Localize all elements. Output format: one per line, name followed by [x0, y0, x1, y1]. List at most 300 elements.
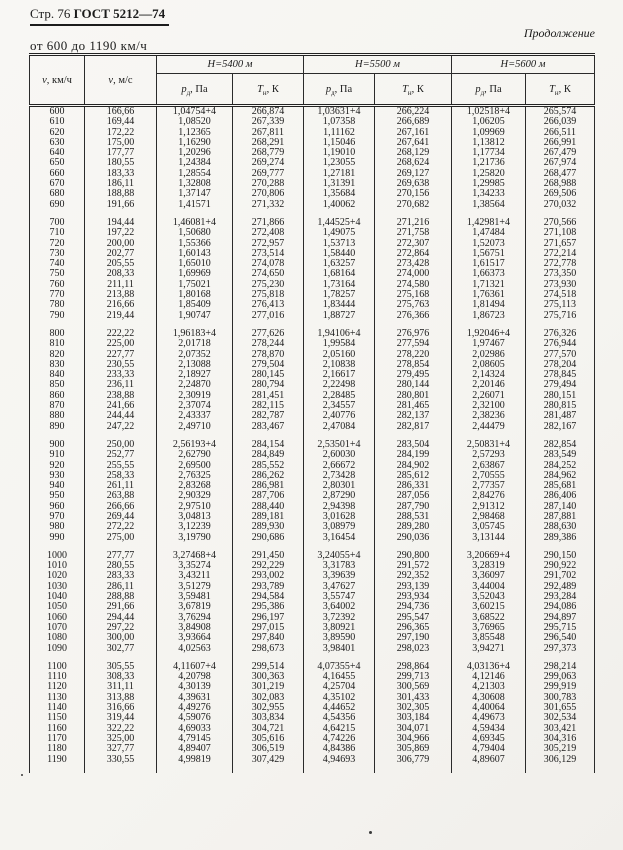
cell-p-5600: 1,56751 [452, 249, 526, 259]
cell-v-ms: 225,00 [85, 339, 157, 349]
cell-t-5500: 276,976 [375, 329, 452, 339]
cell-p-5400: 3,43211 [157, 571, 233, 581]
data-table [29, 53, 595, 773]
block-gap-cell [85, 765, 157, 773]
cell-t-5500: 278,854 [375, 360, 452, 370]
cell-t-5600: 297,373 [526, 644, 595, 654]
cell-t-5600: 271,108 [526, 228, 595, 238]
cell-p-5500: 3,39639 [304, 571, 375, 581]
cell-v-ms: 194,44 [85, 218, 157, 228]
cell-t-5500: 286,331 [375, 481, 452, 491]
cell-p-5500: 2,22498 [304, 380, 375, 390]
cell-t-5600: 296,540 [526, 633, 595, 643]
cell-t-5400: 280,794 [233, 380, 304, 390]
cell-t-5600: 271,657 [526, 239, 595, 249]
cell-p-5600: 3,76965 [452, 623, 526, 633]
cell-t-5600: 291,702 [526, 571, 595, 581]
cell-v-kmh: 930 [49, 469, 65, 481]
cell-p-5600: 2,26071 [452, 391, 526, 401]
cell-t-5500: 267,161 [375, 128, 452, 138]
cell-t-5400: 281,451 [233, 391, 304, 401]
cell-p-5400: 4,11607+4 [157, 662, 233, 672]
cell-v-ms: 261,11 [85, 481, 157, 491]
cell-p-5600: 1,34233 [452, 189, 526, 199]
cell-p-5600: 1,61517 [452, 259, 526, 269]
cell-p-5500: 1,07358 [304, 117, 375, 127]
cell-t-5400: 270,288 [233, 179, 304, 189]
cell-t-5400: 271,332 [233, 200, 304, 210]
cell-p-5500: 1,63257 [304, 259, 375, 269]
cell-p-5400: 2,01718 [157, 339, 233, 349]
cell-p-5600: 4,03136+4 [452, 662, 526, 672]
cell-t-5400: 289,930 [233, 522, 304, 532]
cell-v-kmh: 940 [49, 480, 65, 492]
cell-p-5600: 2,98468 [452, 512, 526, 522]
cell-t-5400: 277,626 [233, 329, 304, 339]
cell-p-5400: 1,75021 [157, 280, 233, 290]
cell-t-5500: 272,864 [375, 249, 452, 259]
cell-v-ms: 177,77 [85, 148, 157, 158]
cell-v-kmh: 680 [49, 188, 65, 200]
cell-v-kmh: 950 [49, 490, 65, 502]
cell-p-5600: 2,38236 [452, 411, 526, 421]
cell-v-ms: 247,22 [85, 422, 157, 432]
cell-t-5500: 271,758 [375, 228, 452, 238]
cell-v-ms: 230,55 [85, 360, 157, 370]
cell-t-5400: 269,777 [233, 169, 304, 179]
cell-v-ms: 275,00 [85, 533, 157, 543]
cell-p-5400: 3,93664 [157, 633, 233, 643]
cell-v-kmh: 600 [49, 106, 65, 117]
cell-t-5500: 270,682 [375, 200, 452, 210]
cell-t-5400: 286,981 [233, 481, 304, 491]
cell-p-5400: 3,67819 [157, 602, 233, 612]
group-header-h5600: Н=5600 м [452, 55, 595, 74]
cell-t-5400: 293,002 [233, 571, 304, 581]
cell-p-5600: 3,44004 [452, 582, 526, 592]
cell-v-kmh: 1000 [47, 549, 67, 561]
cell-v-ms: 250,00 [85, 440, 157, 450]
cell-v-ms: 286,11 [85, 582, 157, 592]
cell-t-5400: 275,230 [233, 280, 304, 290]
cell-v-kmh: 650 [49, 157, 65, 169]
cell-v-ms: 191,66 [85, 200, 157, 210]
cell-t-5400: 278,244 [233, 339, 304, 349]
cell-v-ms: 280,55 [85, 561, 157, 571]
cell-v-ms: 188,88 [85, 189, 157, 199]
cell-t-5600: 283,549 [526, 450, 595, 460]
cell-p-5400: 1,96183+4 [157, 329, 233, 339]
cell-t-5400: 285,552 [233, 461, 304, 471]
cell-p-5500: 4,07355+4 [304, 662, 375, 672]
cell-t-5400: 273,514 [233, 249, 304, 259]
cell-t-5600: 287,881 [526, 512, 595, 522]
cell-t-5600: 294,086 [526, 602, 595, 612]
cell-t-5600: 267,974 [526, 158, 595, 168]
cell-v-kmh: 1080 [47, 632, 67, 644]
cell-v-kmh: 980 [49, 521, 65, 533]
cell-p-5400: 4,39631 [157, 693, 233, 703]
cell-v-kmh: 790 [49, 309, 65, 321]
cell-v-kmh: 720 [49, 237, 65, 249]
cell-p-5400: 2,30919 [157, 391, 233, 401]
col-header-t-5400: $Т_н$, К [233, 74, 304, 106]
cell-t-5600: 270,032 [526, 200, 595, 210]
cell-p-5400: 3,27468+4 [157, 551, 233, 561]
cell-t-5400: 290,686 [233, 533, 304, 543]
cell-t-5600: 301,655 [526, 703, 595, 713]
cell-p-5500: 1,83444 [304, 300, 375, 310]
cell-p-5500: 2,94398 [304, 502, 375, 512]
cell-p-5500: 4,84386 [304, 744, 375, 754]
cell-p-5400: 2,83268 [157, 481, 233, 491]
cell-v-kmh: 690 [49, 198, 65, 210]
cell-v-ms: 222,22 [85, 329, 157, 339]
cell-t-5400: 292,229 [233, 561, 304, 571]
cell-t-5400: 268,291 [233, 138, 304, 148]
cell-t-5600: 282,854 [526, 440, 595, 450]
cell-v-kmh: 960 [49, 500, 65, 512]
cell-t-5500: 266,689 [375, 117, 452, 127]
cell-t-5500: 298,023 [375, 644, 452, 654]
cell-p-5600: 4,40064 [452, 703, 526, 713]
cell-t-5500: 266,224 [375, 106, 452, 118]
cell-v-kmh: 1070 [47, 621, 67, 633]
cell-t-5600: 266,991 [526, 138, 595, 148]
cell-t-5600: 299,063 [526, 672, 595, 682]
group-header-h5500: Н=5500 м [304, 55, 452, 74]
cell-t-5600: 273,350 [526, 269, 595, 279]
cell-t-5500: 276,366 [375, 311, 452, 321]
cell-p-5600: 1,66373 [452, 269, 526, 279]
cell-t-5600: 278,204 [526, 360, 595, 370]
cell-p-5400: 1,69969 [157, 269, 233, 279]
cell-t-5400: 293,789 [233, 582, 304, 592]
col-header-p-5400: $р_д$, Па [157, 74, 233, 106]
cell-p-5600: 1,21736 [452, 158, 526, 168]
cell-t-5400: 272,408 [233, 228, 304, 238]
cell-t-5600: 275,716 [526, 311, 595, 321]
cell-t-5400: 272,957 [233, 239, 304, 249]
cell-t-5600: 274,518 [526, 290, 595, 300]
cell-p-5500: 1,68164 [304, 269, 375, 279]
table-header [30, 55, 595, 106]
cell-p-5400: 2,37074 [157, 401, 233, 411]
cell-p-5400: 1,12365 [157, 128, 233, 138]
table-row [30, 644, 595, 654]
cell-p-5400: 1,90747 [157, 311, 233, 321]
cell-p-5400: 1,08520 [157, 117, 233, 127]
cell-t-5500: 287,790 [375, 502, 452, 512]
cell-p-5500: 2,47084 [304, 422, 375, 432]
cell-t-5600: 294,897 [526, 613, 595, 623]
cell-p-5400: 4,02563 [157, 644, 233, 654]
cell-v-kmh: 920 [49, 459, 65, 471]
cell-p-5600: 3,28319 [452, 561, 526, 571]
cell-t-5500: 289,280 [375, 522, 452, 532]
cell-t-5400: 301,219 [233, 682, 304, 692]
cell-p-5600: 2,02986 [452, 350, 526, 360]
cell-v-ms: 208,33 [85, 269, 157, 279]
cell-v-ms: 255,55 [85, 461, 157, 471]
table-body [30, 106, 595, 773]
cell-v-ms: 300,00 [85, 633, 157, 643]
cell-p-5600: 3,85548 [452, 633, 526, 643]
cell-p-5600: 2,14324 [452, 370, 526, 380]
cell-v-ms: 305,55 [85, 662, 157, 672]
cell-t-5400: 296,197 [233, 613, 304, 623]
cell-p-5500: 3,80921 [304, 623, 375, 633]
cell-p-5600: 4,79404 [452, 744, 526, 754]
cell-t-5400: 282,787 [233, 411, 304, 421]
cell-p-5400: 1,50680 [157, 228, 233, 238]
cell-t-5600: 279,494 [526, 380, 595, 390]
cell-t-5400: 283,467 [233, 422, 304, 432]
cell-t-5500: 275,168 [375, 290, 452, 300]
cell-p-5600: 1,17734 [452, 148, 526, 158]
cell-t-5400: 297,840 [233, 633, 304, 643]
cell-p-5400: 4,20798 [157, 672, 233, 682]
cell-t-5600: 305,219 [526, 744, 595, 754]
cell-p-5400: 4,30139 [157, 682, 233, 692]
cell-p-5600: 2,63867 [452, 461, 526, 471]
cell-p-5400: 4,49276 [157, 703, 233, 713]
cell-v-ms: 294,44 [85, 613, 157, 623]
cell-v-ms: 263,88 [85, 491, 157, 501]
cell-p-5600: 1,52073 [452, 239, 526, 249]
cell-v-ms: 244,44 [85, 411, 157, 421]
block-gap [30, 765, 595, 773]
cell-t-5400: 300,363 [233, 672, 304, 682]
cell-v-kmh: 910 [49, 449, 65, 461]
cell-t-5500: 268,624 [375, 158, 452, 168]
cell-p-5600: 1,42981+4 [452, 218, 526, 228]
cell-v-ms: 319,44 [85, 713, 157, 723]
cell-p-5500: 4,94693 [304, 755, 375, 765]
cell-t-5500: 296,365 [375, 623, 452, 633]
cell-v-kmh: 890 [49, 420, 65, 432]
cell-v-kmh: 840 [49, 369, 65, 381]
cell-p-5400: 2,49710 [157, 422, 233, 432]
cell-v-kmh: 640 [49, 147, 65, 159]
cell-t-5500: 283,504 [375, 440, 452, 450]
table-row [30, 755, 595, 765]
cell-t-5500: 306,779 [375, 755, 452, 765]
cell-t-5400: 286,262 [233, 471, 304, 481]
cell-t-5500: 278,220 [375, 350, 452, 360]
cell-p-5400: 2,90329 [157, 491, 233, 501]
cell-p-5400: 1,24384 [157, 158, 233, 168]
col-header-v-kmh: v, км/ч [30, 55, 85, 106]
cell-t-5400: 289,181 [233, 512, 304, 522]
cell-t-5400: 271,866 [233, 218, 304, 228]
cell-p-5500: 1,58440 [304, 249, 375, 259]
cell-t-5500: 273,428 [375, 259, 452, 269]
cell-p-5600: 1,86723 [452, 311, 526, 321]
table-row [30, 633, 595, 643]
page-header [30, 6, 169, 26]
cell-p-5500: 1,11162 [304, 128, 375, 138]
cell-t-5600: 289,386 [526, 533, 595, 543]
cell-p-5400: 1,65010 [157, 259, 233, 269]
cell-p-5400: 1,55366 [157, 239, 233, 249]
cell-v-kmh: 1170 [47, 732, 67, 744]
cell-p-5600: 4,89607 [452, 755, 526, 765]
cell-p-5500: 1,94106+4 [304, 329, 375, 339]
cell-v-ms: 227,77 [85, 350, 157, 360]
cell-v-ms: 330,55 [85, 755, 157, 765]
cell-t-5400: 276,413 [233, 300, 304, 310]
cell-p-5500: 1,35684 [304, 189, 375, 199]
cell-t-5400: 268,779 [233, 148, 304, 158]
cell-t-5500: 272,307 [375, 239, 452, 249]
cell-v-ms: 236,11 [85, 380, 157, 390]
cell-p-5500: 1,78257 [304, 290, 375, 300]
cell-p-5600: 3,20669+4 [452, 551, 526, 561]
cell-t-5500: 293,139 [375, 582, 452, 592]
cell-p-5600: 2,91312 [452, 502, 526, 512]
cell-t-5600: 278,845 [526, 370, 595, 380]
cell-p-5500: 3,98401 [304, 644, 375, 654]
continuation-label: Продолжение [523, 26, 595, 40]
cell-p-5500: 2,60030 [304, 450, 375, 460]
cell-t-5400: 307,429 [233, 755, 304, 765]
cell-v-ms: 266,66 [85, 502, 157, 512]
cell-p-5400: 3,76294 [157, 613, 233, 623]
cell-p-5400: 4,79145 [157, 734, 233, 744]
cell-v-ms: 175,00 [85, 138, 157, 148]
cell-v-ms: 311,11 [85, 682, 157, 692]
cell-p-5500: 3,64002 [304, 602, 375, 612]
cell-t-5500: 280,144 [375, 380, 452, 390]
cell-p-5400: 4,89407 [157, 744, 233, 754]
cell-p-5500: 1,53713 [304, 239, 375, 249]
cell-p-5500: 2,53501+4 [304, 440, 375, 450]
cell-t-5400: 294,584 [233, 592, 304, 602]
cell-p-5400: 1,32808 [157, 179, 233, 189]
cell-t-5400: 302,955 [233, 703, 304, 713]
cell-t-5500: 297,190 [375, 633, 452, 643]
table-row [30, 422, 595, 432]
cell-t-5400: 279,504 [233, 360, 304, 370]
cell-p-5400: 1,04754+4 [157, 106, 233, 118]
table-row [30, 450, 595, 460]
cell-v-kmh: 750 [49, 268, 65, 280]
cell-p-5600: 3,68522 [452, 613, 526, 623]
cell-p-5500: 4,64215 [304, 724, 375, 734]
cell-p-5600: 1,71321 [452, 280, 526, 290]
cell-v-ms: 313,88 [85, 693, 157, 703]
cell-p-5400: 1,16290 [157, 138, 233, 148]
cell-t-5500: 302,305 [375, 703, 452, 713]
cell-t-5400: 291,450 [233, 551, 304, 561]
cell-p-5600: 2,50831+4 [452, 440, 526, 450]
cell-v-ms: 183,33 [85, 169, 157, 179]
cell-v-ms: 288,88 [85, 592, 157, 602]
table-row [30, 200, 595, 210]
cell-v-ms: 269,44 [85, 512, 157, 522]
cell-v-kmh: 1090 [47, 642, 67, 654]
cell-p-5400: 2,24870 [157, 380, 233, 390]
cell-p-5400: 1,37147 [157, 189, 233, 199]
table-row [30, 744, 595, 754]
cell-t-5400: 295,386 [233, 602, 304, 612]
cell-p-5600: 1,25820 [452, 169, 526, 179]
cell-p-5600: 2,32100 [452, 401, 526, 411]
cell-p-5500: 2,73428 [304, 471, 375, 481]
cell-t-5600: 275,113 [526, 300, 595, 310]
cell-p-5600: 1,29985 [452, 179, 526, 189]
cell-p-5500: 1,03631+4 [304, 106, 375, 118]
block-gap-cell [452, 765, 526, 773]
cell-p-5400: 3,59481 [157, 592, 233, 602]
table-row [30, 339, 595, 349]
cell-v-ms: 316,66 [85, 703, 157, 713]
cell-p-5600: 1,06205 [452, 117, 526, 127]
cell-v-ms: 172,22 [85, 128, 157, 138]
cell-p-5400: 1,20296 [157, 148, 233, 158]
cell-t-5400: 274,078 [233, 259, 304, 269]
cell-v-ms: 238,88 [85, 391, 157, 401]
cell-p-5400: 4,59076 [157, 713, 233, 723]
cell-t-5600: 287,140 [526, 502, 595, 512]
cell-t-5600: 266,511 [526, 128, 595, 138]
cell-v-ms: 197,22 [85, 228, 157, 238]
cell-t-5600: 270,566 [526, 218, 595, 228]
cell-t-5500: 280,801 [375, 391, 452, 401]
cell-v-ms: 166,66 [85, 106, 157, 118]
cell-v-kmh: 1030 [47, 580, 67, 592]
cell-p-5600: 1,97467 [452, 339, 526, 349]
cell-t-5500: 282,817 [375, 422, 452, 432]
cell-t-5400: 284,849 [233, 450, 304, 460]
cell-p-5500: 3,01628 [304, 512, 375, 522]
scan-speck [369, 831, 372, 834]
cell-p-5400: 2,43337 [157, 411, 233, 421]
cell-p-5500: 4,16455 [304, 672, 375, 682]
cell-t-5500: 268,129 [375, 148, 452, 158]
cell-t-5500: 288,531 [375, 512, 452, 522]
cell-p-5500: 1,19010 [304, 148, 375, 158]
cell-t-5600: 302,534 [526, 713, 595, 723]
cell-p-5600: 1,92046+4 [452, 329, 526, 339]
cell-t-5600: 280,815 [526, 401, 595, 411]
cell-t-5400: 267,811 [233, 128, 304, 138]
cell-v-kmh: 710 [49, 227, 65, 239]
cell-p-5400: 2,69500 [157, 461, 233, 471]
cell-t-5500: 274,000 [375, 269, 452, 279]
cell-p-5500: 1,15046 [304, 138, 375, 148]
cell-v-ms: 233,33 [85, 370, 157, 380]
cell-p-5500: 1,49075 [304, 228, 375, 238]
cell-t-5600: 268,988 [526, 179, 595, 189]
cell-t-5500: 284,902 [375, 461, 452, 471]
cell-t-5600: 290,922 [526, 561, 595, 571]
cell-t-5600: 266,039 [526, 117, 595, 127]
cell-v-kmh: 630 [49, 136, 65, 148]
cell-t-5500: 281,465 [375, 401, 452, 411]
cell-p-5600: 1,81494 [452, 300, 526, 310]
cell-v-ms: 241,66 [85, 401, 157, 411]
cell-v-kmh: 1150 [47, 712, 67, 724]
cell-t-5500: 301,433 [375, 693, 452, 703]
cell-p-5600: 2,77357 [452, 481, 526, 491]
cell-t-5600: 286,406 [526, 491, 595, 501]
cell-t-5600: 267,479 [526, 148, 595, 158]
cell-v-kmh: 1180 [47, 743, 67, 755]
cell-t-5500: 304,966 [375, 734, 452, 744]
block-gap-cell [30, 765, 85, 773]
